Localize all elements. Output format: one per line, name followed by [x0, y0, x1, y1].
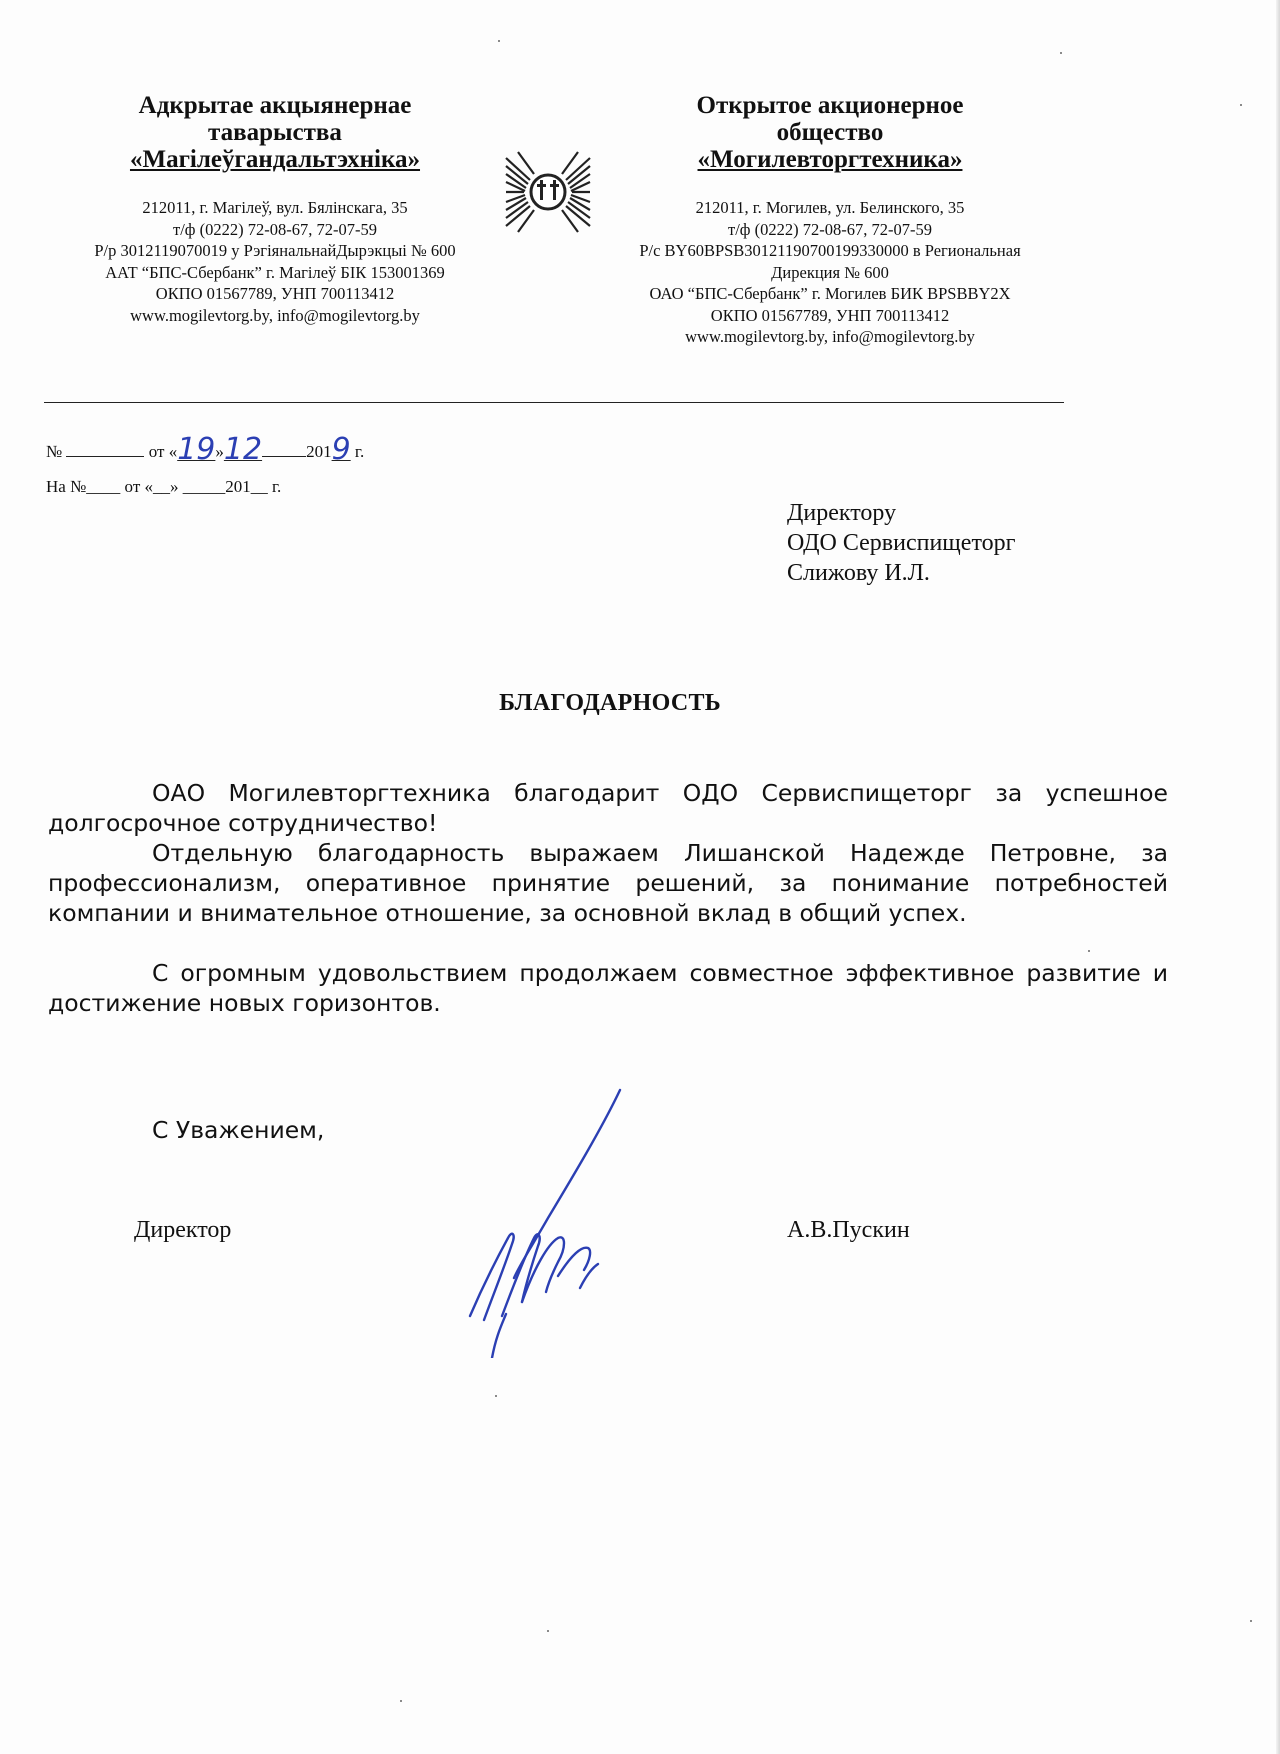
signatory-name: А.В.Пускин [787, 1217, 910, 1243]
handwritten-month: 12 [223, 432, 263, 467]
address-line: www.mogilevtorg.by, info@mogilevtorg.by [130, 305, 420, 325]
header-belarusian [60, 92, 490, 326]
paragraph: С огромным удовольствием продолжаем совместное эффективное развитие и достижение новых горизонтов. [48, 959, 1168, 1017]
address-block-ru [600, 197, 1060, 348]
addressee-block: Директору ОДО Сервиспищеторг Слижову И.Л. [787, 500, 1016, 586]
header-russian [600, 92, 1060, 348]
address-line: www.mogilevtorg.by, info@mogilevtorg.by [685, 327, 975, 346]
handwritten-signature [462, 1088, 642, 1358]
scan-speck [1240, 104, 1242, 106]
address-line: ААТ “БПС-Сбербанк” г. Магілеў БІК 153001369 [105, 262, 445, 282]
org-name-ru: Открытое акционерное общество «Могилевторгтехника» [696, 92, 964, 173]
scan-speck [498, 40, 500, 42]
signatory-role: Директор [134, 1217, 232, 1243]
handwritten-day: 19 [177, 432, 216, 467]
address-line: 212011, г. Могилев, ул. Белинского, 35 [695, 198, 965, 217]
paragraph: ОАО Могилевторгтехника благодарит ОДО Сервиспищеторг за успешное долгосрочное сотрудничество! [48, 779, 1168, 837]
address-line: 212011, г. Магілеў, вул. Бялінскага, 35 [142, 198, 408, 217]
address-line: Дирекция № 600 [771, 262, 889, 282]
address-block-be [60, 197, 490, 326]
handwritten-year: 9 [331, 432, 351, 467]
org-name-be: Адкрытае акцыянернае таварыства «Магілеўгандальтэхніка» [129, 92, 421, 173]
address-line: ОКПО 01567789, УНП 700113412 [710, 305, 950, 325]
header-divider [44, 402, 1064, 403]
scan-speck [495, 1395, 497, 1397]
company-logo-icon [504, 150, 592, 234]
address-line: ОКПО 01567789, УНП 700113412 [155, 284, 395, 303]
scan-speck [1060, 52, 1062, 54]
scan-edge [1276, 0, 1280, 1754]
closing-salutation: С Уважением, [152, 1116, 325, 1144]
incoming-reference: На №____ от «__» _____201__ г. [46, 477, 282, 496]
scan-speck [400, 1700, 402, 1702]
address-line: Р/р 3012119070019 у РэгіянальнайДырэкцыі № 600 [94, 241, 456, 260]
address-line: ОАО “БПС-Сбербанк” г. Могилев БИК BPSBBY2X [649, 284, 1011, 303]
scan-speck [1088, 950, 1090, 952]
outgoing-reference: № от «19»12 2019 г. [46, 432, 365, 467]
address-line: т/ф (0222) 72-08-67, 72-07-59 [173, 219, 377, 239]
document-title: БЛАГОДАРНОСТЬ [499, 690, 721, 716]
paragraph: Отдельную благодарность выражаем Лишанской Надежде Петровне, за профессионализм, оперативное принятие решений, за понимание потребностей компании и внимательное отношение, за основной вклад в общий успех. [48, 839, 1168, 927]
scan-speck [1250, 1620, 1252, 1622]
scan-speck [547, 1630, 549, 1632]
address-line: Р/с BY60BPSB30121190700199330000 в Региональная [639, 241, 1021, 260]
letter-body [48, 778, 1168, 1018]
address-line: т/ф (0222) 72-08-67, 72-07-59 [728, 219, 932, 239]
